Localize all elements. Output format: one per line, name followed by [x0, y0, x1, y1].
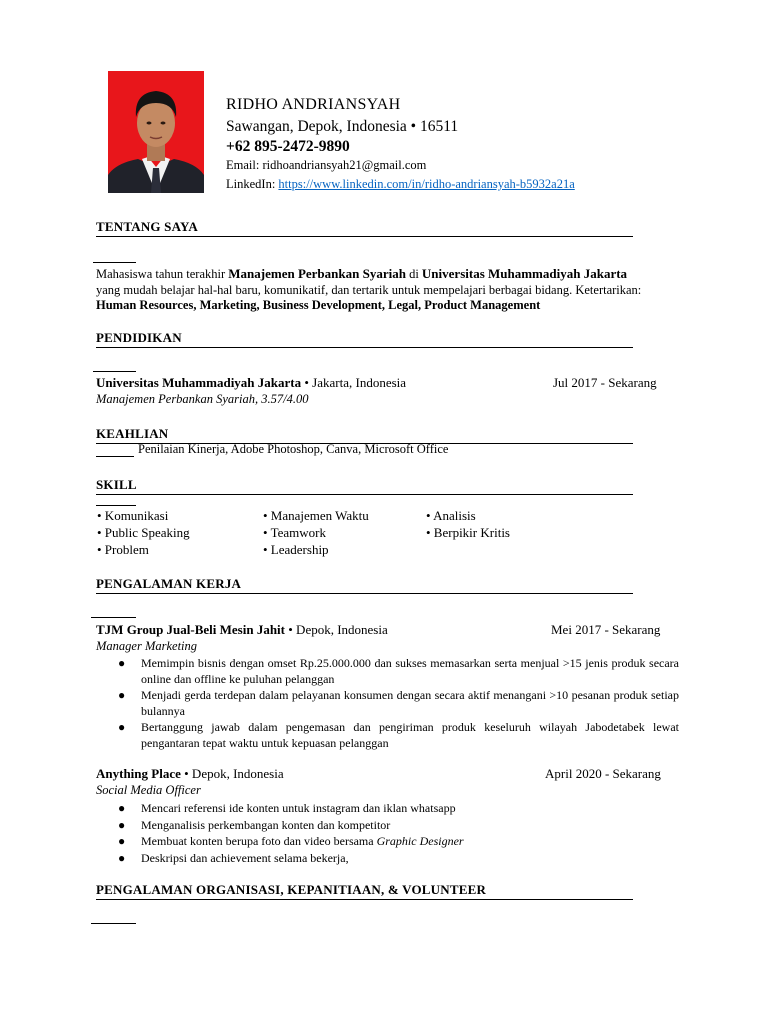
bullet-icon: ● — [118, 850, 126, 865]
job-role: Manager Marketing — [96, 639, 198, 653]
about-interests: Human Resources, Marketing, Business Development, Legal, Product Management — [96, 298, 541, 312]
about-text-1: Mahasiswa tahun terakhir — [96, 267, 229, 281]
list-item — [96, 688, 679, 719]
job-company: Anything Place — [96, 766, 181, 781]
bullet-icon: ● — [118, 656, 126, 670]
job-date: Mei 2017 - Sekarang — [551, 622, 661, 637]
bullet-text-italic: Graphic Designer — [376, 834, 464, 848]
job-bullet-list — [96, 656, 679, 752]
divider — [96, 456, 134, 457]
linkedin-label: LinkedIn: — [226, 177, 279, 191]
address: Sawangan, Depok, Indonesia • 16511 — [226, 118, 459, 135]
person-portrait-icon — [108, 71, 204, 193]
section-heading-about: TENTANG SAYA — [96, 219, 633, 237]
about-text-2: di — [405, 267, 422, 281]
education-location: • Jakarta, Indonesia — [301, 375, 407, 390]
bullet-text: Menjadi gerda terdepan dalam pelayanan konsumen dengan secara aktif menangani >10 pesanan produk setiap bulannya — [141, 688, 679, 718]
profile-photo — [108, 71, 204, 193]
expertise-list: Penilaian Kinerja, Adobe Photoshop, Canva, Microsoft Office — [138, 442, 449, 456]
divider — [93, 262, 136, 263]
section-heading-work: PENGALAMAN KERJA — [96, 576, 633, 594]
skill-item: • Manajemen Waktu — [263, 508, 369, 523]
email-label: Email: — [226, 158, 263, 172]
section-heading-organization: PENGALAMAN ORGANISASI, KEPANITIAAN, & VOLUNTEER — [96, 882, 633, 900]
education-major: Manajemen Perbankan Syariah, 3.57/4.00 — [96, 392, 309, 406]
bullet-text: Menganalisis perkembangan konten dan kompetitor — [141, 817, 391, 832]
about-university: Universitas Muhammadiyah Jakarta — [421, 266, 628, 281]
list-item — [96, 818, 679, 834]
skill-item: • Problem — [97, 542, 149, 557]
bullet-icon: ● — [118, 834, 126, 848]
education-date: Jul 2017 - Sekarang — [553, 375, 657, 390]
linkedin-link[interactable]: https://www.linkedin.com/in/ridho-andriansyah-b5932a21a — [278, 177, 575, 191]
skill-item: • Teamwork — [263, 525, 326, 540]
bullet-icon: ● — [118, 801, 126, 815]
job-company-line — [96, 622, 388, 638]
job-company-line — [96, 766, 284, 782]
email-address: ridhoandriansyah21@gmail.com — [262, 158, 427, 172]
job-bullet-list — [96, 801, 679, 867]
divider — [93, 371, 136, 372]
linkedin-line — [226, 177, 575, 192]
list-item — [96, 801, 679, 817]
bullet-text: Membuat konten berupa foto dan video bersama — [141, 834, 377, 848]
job-location: • Depok, Indonesia — [285, 622, 388, 637]
list-item — [96, 720, 679, 751]
candidate-name: RIDHO ANDRIANSYAH — [226, 96, 401, 113]
education-institution: Universitas Muhammadiyah Jakarta — [96, 375, 302, 390]
skill-item: • Analisis — [426, 508, 476, 523]
bullet-text: Deskripsi dan achievement selama bekerja, — [141, 850, 349, 865]
about-major: Manajemen Perbankan Syariah — [228, 266, 406, 281]
section-heading-skill: SKILL — [96, 477, 633, 495]
email-line — [226, 158, 426, 173]
about-text-3: yang mudah belajar hal-hal baru, komunikatif, dan tertarik untuk mempelajari berbagai bidang. Ketertarikan: — [96, 282, 642, 297]
list-item — [96, 834, 679, 850]
job-date: April 2020 - Sekarang — [545, 766, 661, 781]
bullet-icon: ● — [118, 688, 126, 702]
bullet-icon: ● — [118, 720, 126, 734]
job-role: Social Media Officer — [96, 783, 201, 797]
bullet-icon: ● — [118, 817, 126, 832]
skill-item: • Leadership — [263, 542, 329, 557]
list-item — [96, 656, 679, 687]
section-heading-expertise: KEAHLIAN — [96, 426, 633, 444]
skill-item: • Komunikasi — [97, 508, 169, 523]
skill-item: • Berpikir Kritis — [426, 525, 510, 540]
education-institution-line — [96, 375, 406, 391]
job-location: • Depok, Indonesia — [180, 766, 284, 781]
bullet-text: Bertanggung jawab dalam pengemasan dan pengiriman produk keseluruh wilayah Jabodetabek lewat pengantaran tepat waktu untuk kepuasan pelanggan — [141, 720, 679, 750]
job-company: TJM Group Jual-Beli Mesin Jahit — [96, 622, 285, 637]
skill-item: • Public Speaking — [97, 525, 190, 540]
list-item — [96, 851, 679, 867]
phone-number: +62 895-2472-9890 — [226, 138, 350, 155]
bullet-text: Memimpin bisnis dengan omset Rp.25.000.000 dan sukses memasarkan serta menjual >15 jenis produk secara online dan offline ke puluhan pelanggan — [141, 656, 679, 686]
bullet-text: Mencari referensi ide konten untuk instagram dan iklan whatsapp — [141, 801, 456, 815]
section-heading-education: PENDIDIKAN — [96, 330, 633, 348]
about-paragraph — [96, 266, 681, 314]
divider — [91, 617, 136, 618]
divider — [96, 505, 136, 506]
divider — [91, 923, 136, 924]
